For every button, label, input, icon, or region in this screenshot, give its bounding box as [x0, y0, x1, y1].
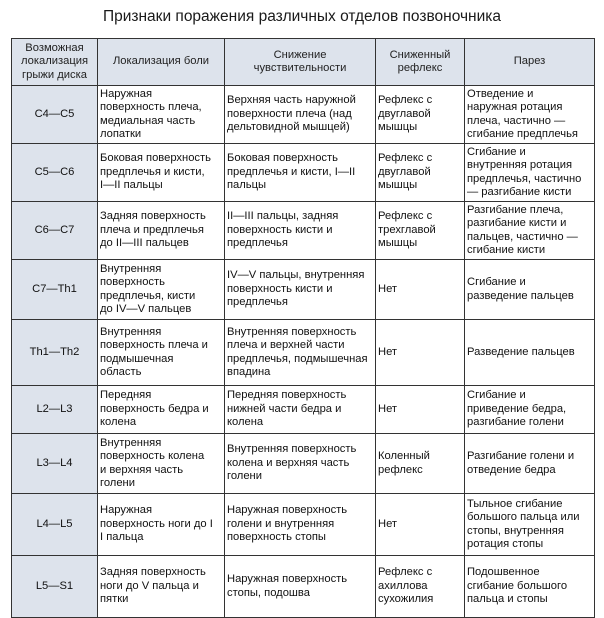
- paresis-cell: Подошвенное сгибание большого пальца и стопы: [465, 556, 595, 618]
- reflex-cell: Рефлекс с ахиллова сухожилия: [376, 556, 465, 618]
- paresis-cell: Разведение пальцев: [465, 320, 595, 386]
- table-header-row: [12, 39, 595, 86]
- pain-cell: Боковая поверхность предплечья и кисти, I—II пальцы: [98, 144, 225, 202]
- table-row: [12, 494, 595, 556]
- table-row: [12, 386, 595, 434]
- table-row: [12, 202, 595, 260]
- header-sensitivity: Снижение чувствительности: [225, 39, 376, 86]
- reflex-cell: Нет: [376, 494, 465, 556]
- pain-cell: Передняя поверхность бедра и колена: [98, 386, 225, 434]
- segment-cell: C7—Th1: [12, 260, 98, 320]
- table-row: [12, 320, 595, 386]
- table-row: [12, 556, 595, 618]
- segment-cell: L2—L3: [12, 386, 98, 434]
- segment-cell: C6—C7: [12, 202, 98, 260]
- sensitivity-cell: Наружная поверхность стопы, подошва: [225, 556, 376, 618]
- header-paresis: Парез: [465, 39, 595, 86]
- pain-cell: Наружная поверхность плеча, медиальная часть лопатки: [98, 86, 225, 144]
- sensitivity-cell: Передняя поверхность нижней части бедра и колена: [225, 386, 376, 434]
- reflex-cell: Рефлекс с трехглавой мышцы: [376, 202, 465, 260]
- reflex-cell: Нет: [376, 386, 465, 434]
- header-reflex: Сниженный рефлекс: [376, 39, 465, 86]
- header-pain-location: Локализация боли: [98, 39, 225, 86]
- reflex-cell: Нет: [376, 260, 465, 320]
- reflex-cell: Нет: [376, 320, 465, 386]
- symptoms-table: [11, 38, 595, 618]
- sensitivity-cell: II—III пальцы, задняя поверхность кисти и предплечья: [225, 202, 376, 260]
- table-row: [12, 86, 595, 144]
- pain-cell: Задняя поверхность ноги до V пальца и пятки: [98, 556, 225, 618]
- paresis-cell: Сгибание и разведение пальцев: [465, 260, 595, 320]
- paresis-cell: Тыльное сгибание большого пальца или стопы, внутренняя ротация стопы: [465, 494, 595, 556]
- segment-cell: C5—C6: [12, 144, 98, 202]
- table-row: [12, 260, 595, 320]
- sensitivity-cell: Верхняя часть наружной поверхности плеча (над дельтовидной мышцей): [225, 86, 376, 144]
- pain-cell: Внутренняя поверхность предплечья, кисти до IV—V пальцев: [98, 260, 225, 320]
- paresis-cell: Сгибание и приведение бедра, разгибание голени: [465, 386, 595, 434]
- sensitivity-cell: Внутренняя поверхность плеча и верхней части предплечья, подмышечная впадина: [225, 320, 376, 386]
- paresis-cell: Разгибание голени и отведение бедра: [465, 434, 595, 494]
- sensitivity-cell: Внутренняя поверхность колена и верхняя часть голени: [225, 434, 376, 494]
- reflex-cell: Рефлекс с двуглавой мышцы: [376, 86, 465, 144]
- paresis-cell: Разгибание плеча, разгибание кисти и пальцев, частично — сгибание кисти: [465, 202, 595, 260]
- segment-cell: C4—C5: [12, 86, 98, 144]
- header-hernia-location: Возможная локализация грыжи диска: [12, 39, 98, 86]
- segment-cell: Th1—Th2: [12, 320, 98, 386]
- segment-cell: L4—L5: [12, 494, 98, 556]
- pain-cell: Внутренняя поверхность колена и верхняя часть голени: [98, 434, 225, 494]
- reflex-cell: Рефлекс с двуглавой мышцы: [376, 144, 465, 202]
- pain-cell: Внутренняя поверхность плеча и подмышечная область: [98, 320, 225, 386]
- paresis-cell: Сгибание и внутренняя ротация предплечья, частично — разгибание кисти: [465, 144, 595, 202]
- page-title: Признаки поражения различных отделов позвоночника: [102, 8, 502, 25]
- sensitivity-cell: Наружная поверхность голени и внутренняя поверхность стопы: [225, 494, 376, 556]
- paresis-cell: Отведение и наружная ротация плеча, частично — сгибание предплечья: [465, 86, 595, 144]
- pain-cell: Задняя поверхность плеча и предплечья до II—III пальцев: [98, 202, 225, 260]
- segment-cell: L3—L4: [12, 434, 98, 494]
- segment-cell: L5—S1: [12, 556, 98, 618]
- reflex-cell: Коленный рефлекс: [376, 434, 465, 494]
- sensitivity-cell: Боковая поверхность предплечья и кисти, I—II пальцы: [225, 144, 376, 202]
- pain-cell: Наружная поверхность ноги до I I пальца: [98, 494, 225, 556]
- sensitivity-cell: IV—V пальцы, внутренняя поверхность кисти и предплечья: [225, 260, 376, 320]
- table-row: [12, 434, 595, 494]
- table-row: [12, 144, 595, 202]
